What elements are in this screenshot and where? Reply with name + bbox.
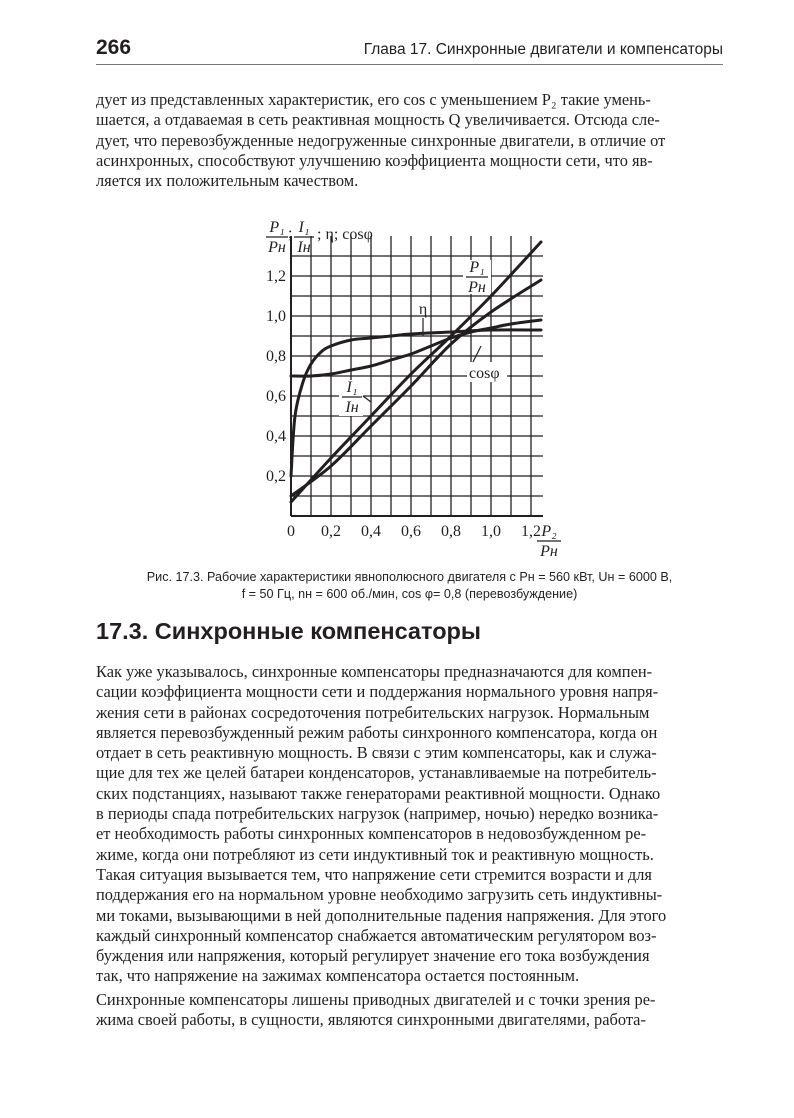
text-line: Такая ситуация вызывается тем, что напряжение сети стремится возрасти и для (96, 864, 652, 884)
x-tick-label: 0,4 (361, 523, 381, 540)
x-tick-label: 0,8 (441, 523, 461, 540)
y-axis-title-fraction (266, 219, 288, 256)
fraction-numerator: P₁ (269, 219, 285, 236)
text-line: отдает в сеть реактивную мощность. В связи с этим компенсаторы, как и служа- (96, 743, 657, 763)
text-line: является перевозбужденный режим работы синхронного компенсатора, когда он (96, 722, 658, 742)
x-tick-label: 1,2 (521, 523, 541, 540)
x-tick-label: 0 (287, 523, 295, 540)
header-rule (96, 64, 723, 65)
y-tick-label: 0,2 (266, 468, 286, 485)
fraction-numerator: P₂ (541, 523, 557, 540)
y-tick-label: 1,0 (266, 308, 286, 325)
x-tick-label: 1,0 (481, 523, 501, 540)
text-line: ет необходимость работы синхронных компенсаторов в недовозбужденном ре- (96, 824, 647, 844)
text-line: асинхронных, способствуют улучшению коэффициента мощности сети, что яв- (96, 150, 653, 170)
performance-chart (255, 212, 575, 564)
text-line: Синхронные компенсаторы лишены приводных двигателей и с точки зрения ре- (96, 990, 656, 1009)
series-label-eta: η (418, 301, 428, 318)
fraction-denominator: Pн (540, 543, 558, 560)
text-line: поддержания его на нормальном уровне необходимо загрузить сеть индуктивны- (96, 885, 663, 905)
fraction-denominator: Pн (468, 279, 486, 296)
fraction-denominator: Pн (268, 239, 286, 256)
x-tick-label: 0,2 (321, 523, 341, 540)
text-line: ми токами, вызывающими в ней дополнительные падения напряжения. Для этого (96, 905, 667, 925)
series-label-cosphi: cosφ (469, 365, 500, 382)
y-axis-title-rest: ; η; cosφ (317, 226, 373, 243)
text-line: Как уже указывалось, синхронные компенсаторы предназначаются для компен- (96, 662, 653, 681)
text-line: шается, а отдаваемая в сеть реактивная мощность Q увеличивается. Отсюда сле- (96, 110, 660, 130)
y-axis-title-separator: ; (288, 225, 293, 242)
x-tick-label: 0,6 (401, 523, 421, 540)
chart-ticks (266, 268, 541, 540)
leader-line (473, 346, 481, 362)
leader-line (363, 396, 371, 402)
text-line: каждый синхронный компенсатор снабжается автоматическим регулятором воз- (96, 925, 657, 945)
running-header: Глава 17. Синхронные двигатели и компенсаторы (363, 41, 723, 58)
text-line: дует из представленных характеристик, его cos с уменьшением P₂ такие умень- (96, 90, 651, 109)
fraction-numerator: I₁ (346, 379, 358, 396)
y-tick-label: 0,8 (266, 348, 286, 365)
fraction-numerator: P₁ (469, 259, 485, 276)
text-line: в периоды спада потребительских нагрузок (например, ночью) нередко возника- (96, 804, 659, 824)
text-line: дует, что перевозбужденные недогруженные синхронные двигатели, в отличие от (96, 130, 666, 150)
x-axis-title (537, 523, 561, 560)
fraction-denominator: Iн (345, 399, 359, 416)
series-line (291, 280, 541, 496)
body-paragraph (96, 662, 723, 987)
text-line: жения сети в районах сосредоточения потребительских нагрузок. Нормальным (96, 702, 650, 722)
y-tick-label: 0,6 (266, 388, 286, 405)
y-tick-label: 0,4 (266, 428, 286, 445)
section-heading: 17.3. Синхронные компенсаторы (96, 618, 481, 644)
body-paragraph (96, 990, 723, 1031)
intro-paragraph (96, 90, 723, 191)
fraction-denominator: Iн (297, 239, 311, 256)
text-line: так, что напряжение на зажимах компенсатора остается постоянным. (96, 966, 580, 986)
caption-line: f = 50 Гц, nн = 600 об./мин, cos φ= 0,8 (перевозбуждение) (241, 587, 578, 601)
y-tick-label: 1,2 (266, 268, 286, 285)
text-line: ских подстанциях, называют также генераторами реактивной мощности. Однако (96, 783, 661, 803)
text-line: жиме, когда они потребляют из сети индуктивный ток и реактивную мощность. (96, 844, 654, 864)
text-line: щие для тех же целей батареи конденсаторов, устанавливаемые на потребитель- (96, 763, 657, 783)
text-line: сации коэффициента мощности сети и поддержания нормального уровня напря- (96, 682, 659, 702)
text-line: ляется их положительным качеством. (96, 171, 359, 191)
text-line: буждения или напряжения, который регулирует значение его тока возбуждения (96, 946, 650, 966)
page-number: 266 (96, 36, 132, 59)
caption-line: Рис. 17.3. Рабочие характеристики явнополюсного двигателя с Pн = 560 кВт, Uн = 6000 В, (146, 570, 673, 584)
fraction-numerator: I₁ (298, 219, 310, 236)
text-line: жима своей работы, в сущности, являются синхронными двигателями, работа- (96, 1010, 646, 1030)
figure-caption (96, 569, 723, 603)
